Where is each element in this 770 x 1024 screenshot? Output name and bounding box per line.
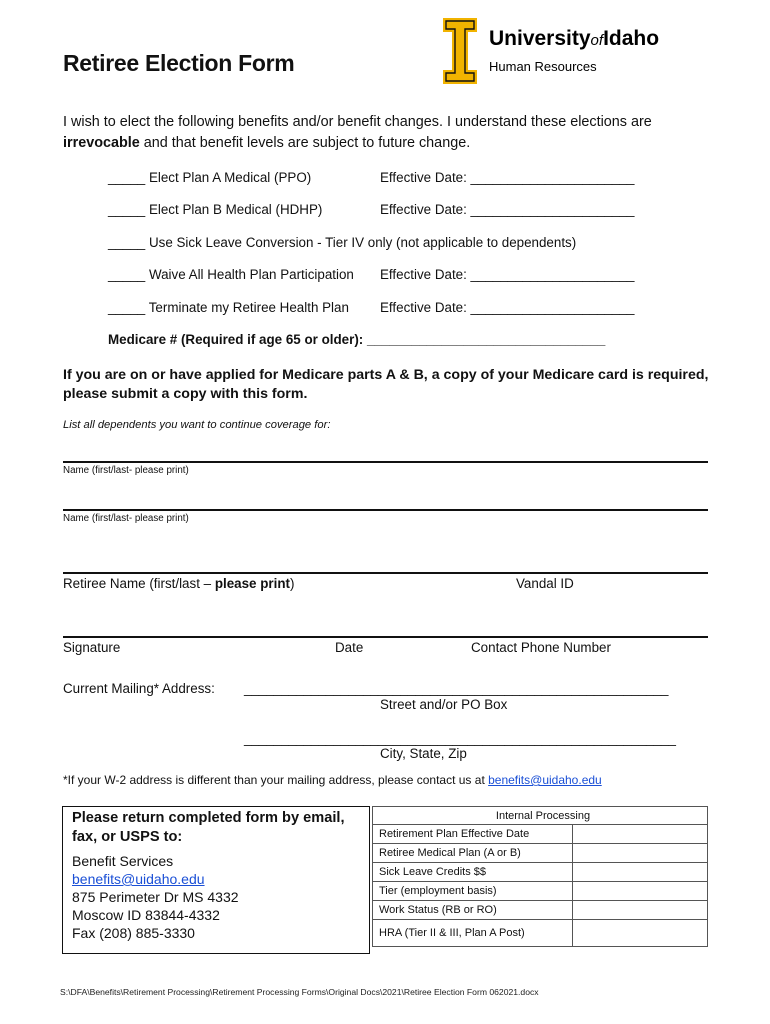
city-state-zip-field[interactable]: __________________________________________________________ xyxy=(244,731,676,746)
return-office: Benefit Services xyxy=(72,853,174,869)
option-sick-leave-conversion[interactable]: _____ Use Sick Leave Conversion - Tier IV only (not applicable to dependents) xyxy=(108,235,577,250)
date-label: Date xyxy=(335,640,364,655)
return-fax: Fax (208) 885-3330 xyxy=(72,925,195,941)
option-plan-b[interactable]: _____ Elect Plan B Medical (HDHP) xyxy=(108,202,323,217)
effective-date-terminate[interactable]: Effective Date: ______________________ xyxy=(380,300,635,315)
return-city: Moscow ID 83844-4332 xyxy=(72,907,220,923)
table-row: Retirement Plan Effective Date xyxy=(373,825,708,844)
return-street: 875 Perimeter Dr MS 4332 xyxy=(72,889,239,905)
street-hint: Street and/or PO Box xyxy=(380,697,508,712)
effective-date-waive[interactable]: Effective Date: ______________________ xyxy=(380,267,635,282)
logo-department: Human Resources xyxy=(489,59,597,74)
internal-value-cell[interactable] xyxy=(573,844,708,863)
benefits-email-link[interactable]: benefits@uidaho.edu xyxy=(488,773,602,787)
internal-value-cell[interactable] xyxy=(573,882,708,901)
university-i-logo-icon xyxy=(443,18,477,84)
internal-value-cell[interactable] xyxy=(573,825,708,844)
medicare-warning: If you are on or have applied for Medicare parts A & B, a copy of your Medicare card is required, please submit a copy with this form. xyxy=(63,367,709,402)
city-hint: City, State, Zip xyxy=(380,746,467,761)
w2-note: *If your W-2 address is different than your mailing address, please contact us at benefits@uidaho.edu xyxy=(63,773,602,787)
internal-value-cell[interactable] xyxy=(573,920,708,947)
phone-label: Contact Phone Number xyxy=(471,640,611,655)
table-row: Sick Leave Credits $$ xyxy=(373,863,708,882)
internal-processing-table xyxy=(372,806,708,947)
footer-file-path: S:\DFA\Benefits\Retirement Processing\Retirement Processing Forms\Original Docs\2021\Retiree Election Form 062021.docx xyxy=(60,987,539,997)
retiree-name-line[interactable] xyxy=(63,572,708,574)
dependent-2-line[interactable] xyxy=(63,509,708,511)
street-address-field[interactable]: _________________________________________________________ xyxy=(244,681,669,696)
effective-date-plan-a[interactable]: Effective Date: ______________________ xyxy=(380,170,635,185)
medicare-number-field[interactable]: Medicare # (Required if age 65 or older): ________________________________ xyxy=(108,332,606,347)
return-instructions-box xyxy=(62,806,370,954)
internal-processing-heading: Internal Processing xyxy=(373,807,708,825)
dependents-label: List all dependents you want to continue coverage for: xyxy=(63,419,331,431)
signature-label: Signature xyxy=(63,640,121,655)
dependent-2-hint: Name (first/last- please print) xyxy=(63,513,189,524)
internal-value-cell[interactable] xyxy=(573,901,708,920)
mailing-address-label: Current Mailing* Address: xyxy=(63,681,215,696)
intro-paragraph: I wish to elect the following benefits and/or benefit changes. I understand these elections are irrevocable and that benefit levels are subject to future change. xyxy=(63,114,652,151)
return-email-link[interactable]: benefits@uidaho.edu xyxy=(72,871,205,887)
option-terminate-plan[interactable]: _____ Terminate my Retiree Health Plan xyxy=(108,300,349,315)
return-heading: Please return completed form by email, fax, or USPS to: xyxy=(72,810,345,845)
table-row: Tier (employment basis) xyxy=(373,882,708,901)
option-waive-health[interactable]: _____ Waive All Health Plan Participation xyxy=(108,267,354,282)
vandal-id-label: Vandal ID xyxy=(516,576,574,591)
table-row: Work Status (RB or RO) xyxy=(373,901,708,920)
internal-value-cell[interactable] xyxy=(573,863,708,882)
effective-date-plan-b[interactable]: Effective Date: ______________________ xyxy=(380,202,635,217)
page-title: Retiree Election Form xyxy=(63,50,295,76)
table-row: HRA (Tier II & III, Plan A Post) xyxy=(373,920,708,947)
logo-wordmark: UniversityofIdaho xyxy=(489,27,660,50)
dependent-1-hint: Name (first/last- please print) xyxy=(63,465,189,476)
dependent-1-line[interactable] xyxy=(63,461,708,463)
retiree-name-label: Retiree Name (first/last – please print) xyxy=(63,576,295,591)
signature-line[interactable] xyxy=(63,636,708,638)
table-row: Retiree Medical Plan (A or B) xyxy=(373,844,708,863)
option-plan-a[interactable]: _____ Elect Plan A Medical (PPO) xyxy=(108,170,312,185)
